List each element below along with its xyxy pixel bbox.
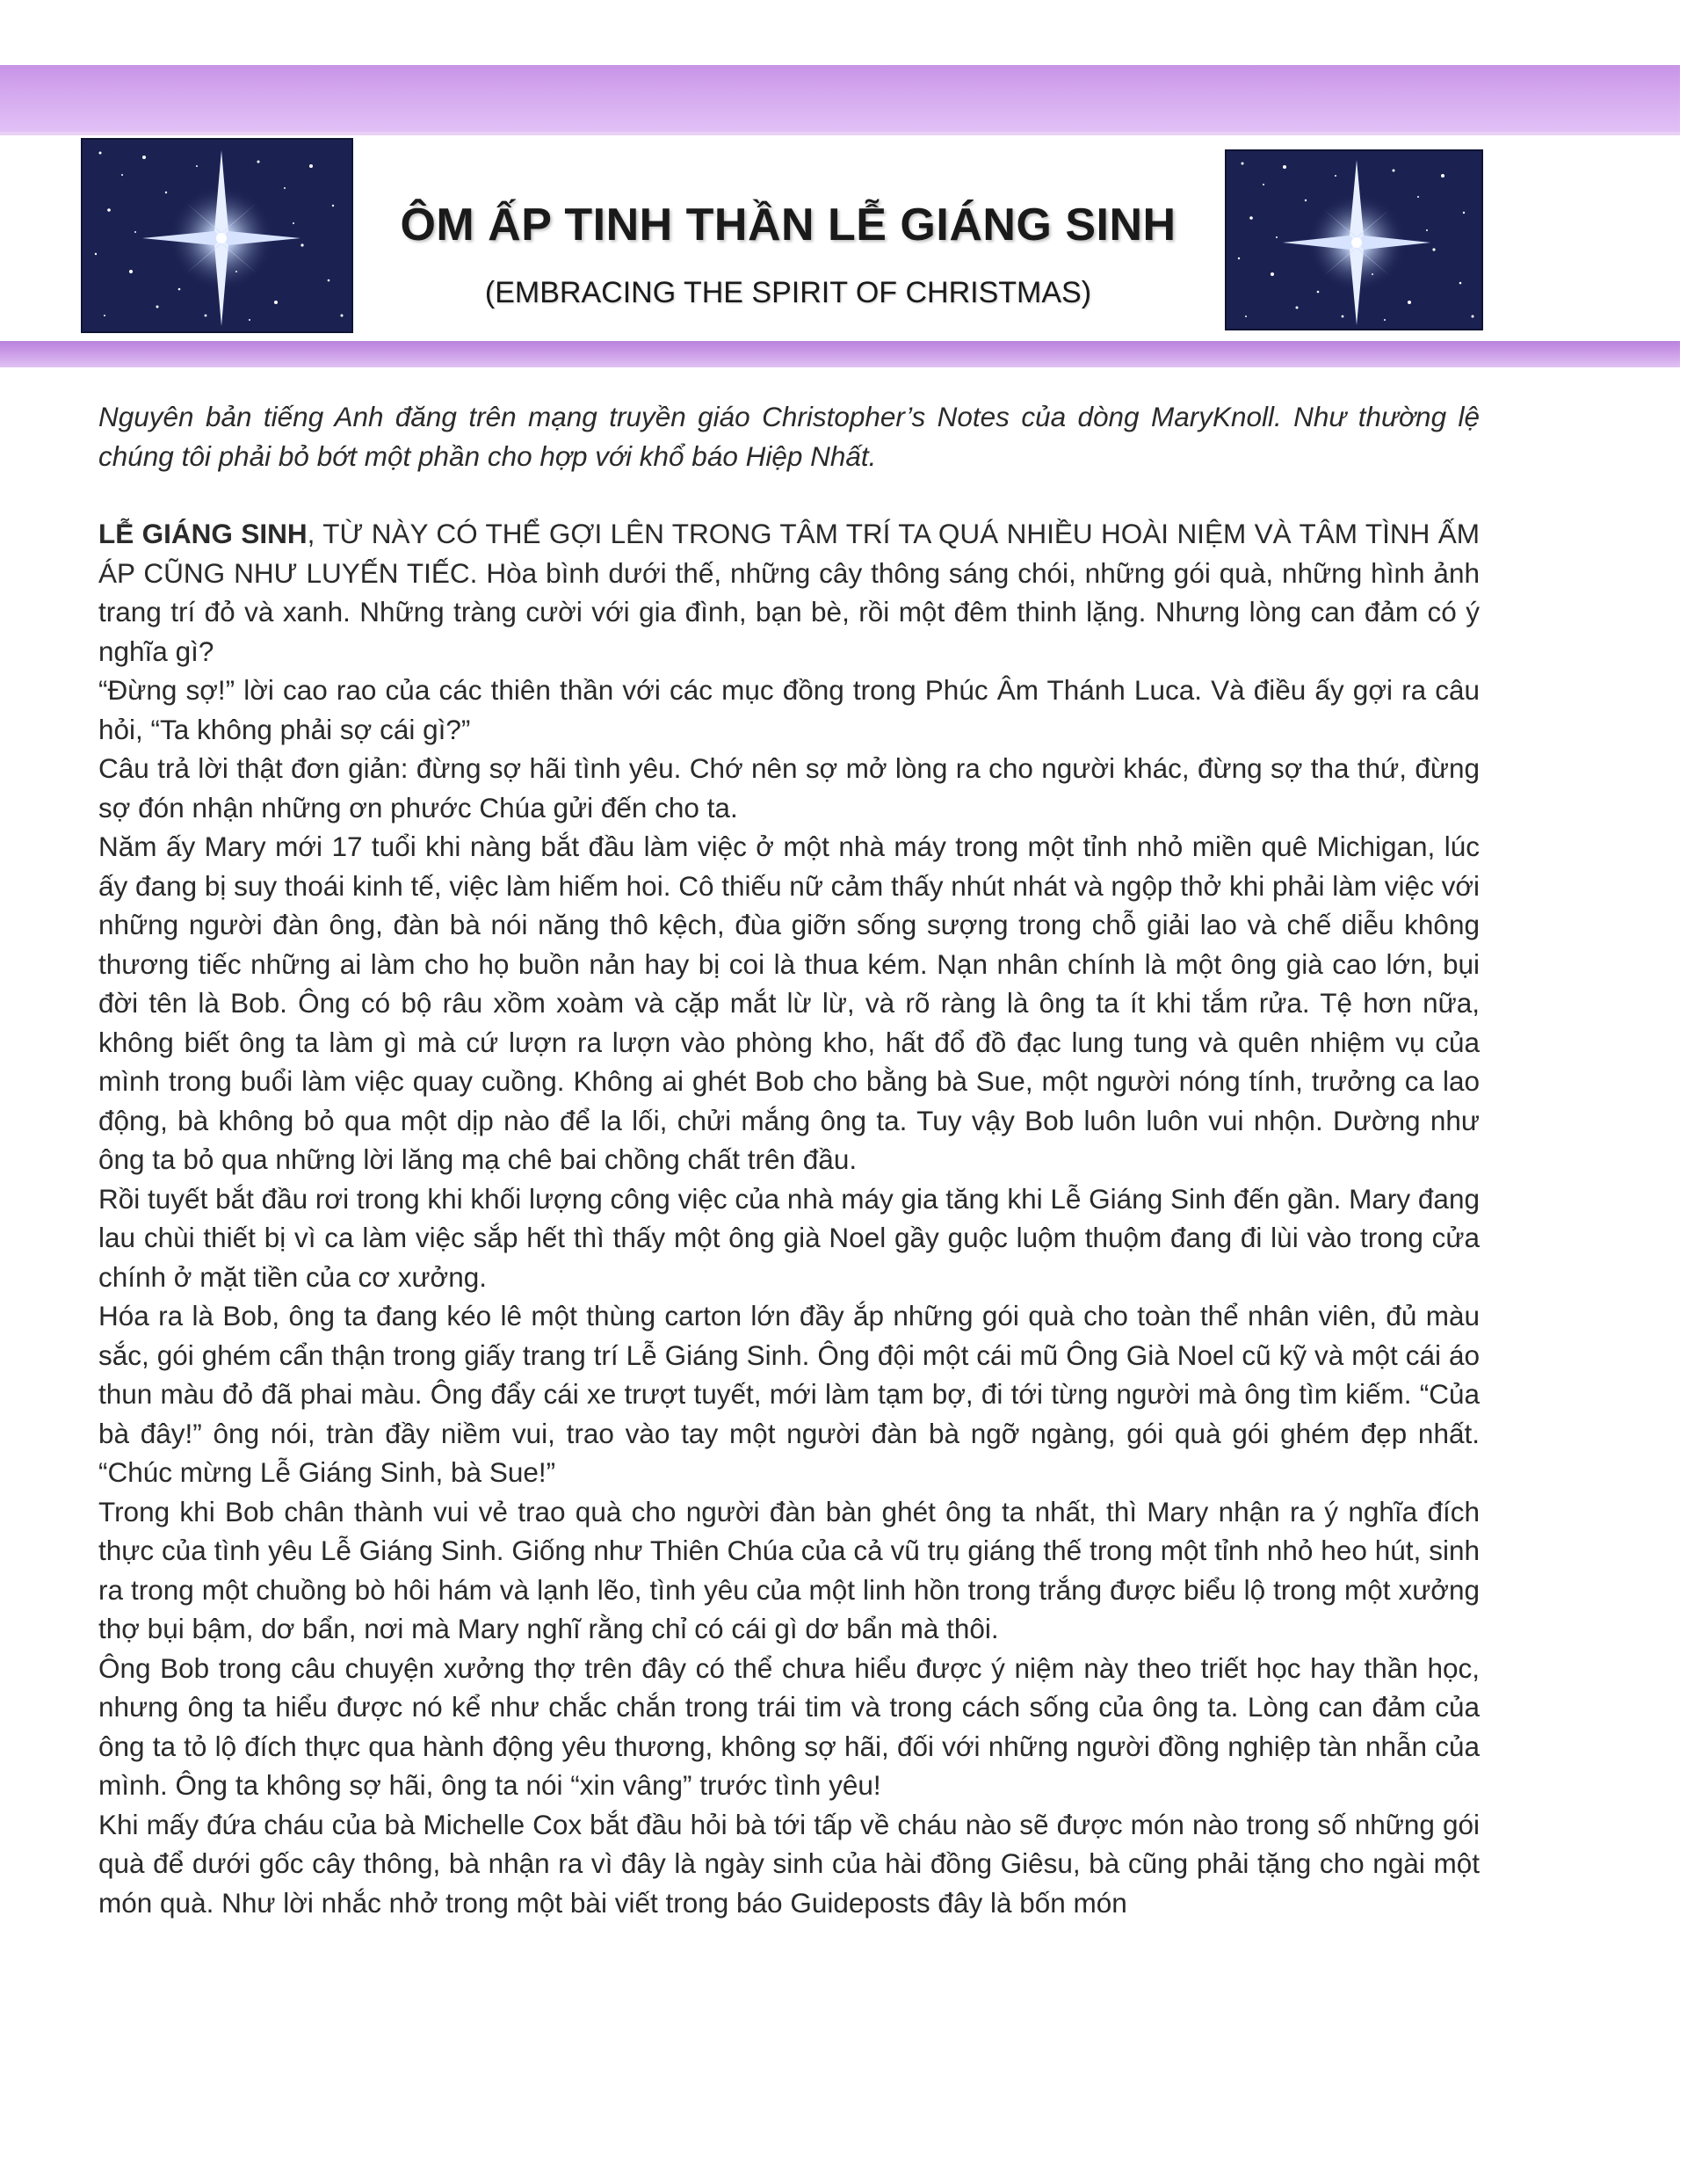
article-lead-bold: LỄ GIÁNG SINH	[98, 518, 308, 549]
article-body	[98, 397, 1480, 1922]
page-subtitle: (EMBRACING THE SPIRIT OF CHRISTMAS)	[484, 276, 1092, 309]
article-intro: Nguyên bản tiếng Anh đăng trên mạng truyền giáo Christopher’s Notes của dòng MaryKnoll. Như thường lệ chúng tôi phải bỏ bớt một phần cho hợp với khổ báo Hiệp Nhất.	[98, 401, 1480, 472]
article-paragraph: Hóa ra là Bob, ông ta đang kéo lê một thùng carton lớn đầy ắp những gói quà cho toàn thể nhân viên, đủ màu sắc, gói ghém cẩn thận trong giấy trang trí Lễ Giáng Sinh. Ông đội một cái mũ Ông Già Noel cũ kỹ và một cái áo thun màu đỏ đã phai màu. Ông đẩy cái xe trượt tuyết, mới làm tạm bợ, đi tới từng người mà ông tìm kiếm. “Của bà đây!” ông nói, tràn đầy niềm vui, trao vào tay một người đàn bà ngỡ ngàng, gói quà gói ghém đẹp nhất. “Chúc mừng Lễ Giáng Sinh, bà Sue!”	[98, 1300, 1480, 1488]
header-top-band-highlight	[0, 132, 1680, 135]
article-paragraph: Trong khi Bob chân thành vui vẻ trao quà cho người đàn bàn ghét ông ta nhất, thì Mary nhận ra ý nghĩa đích thực của tình yêu Lễ Giáng Sinh. Giống như Thiên Chúa của cả vũ trụ giáng thế trong một tỉnh nhỏ heo hút, sinh ra trong một chuồng bò hôi hám và lạnh lẽo, tình yêu của một linh hồn trong trắng được biểu lộ trong một xưởng thợ bụi bậm, dơ bẩn, nơi mà Mary nghĩ rằng chỉ có cái gì dơ bẩn mà thôi.	[98, 1495, 1480, 1644]
article-paragraph: “Đừng sợ!” lời cao rao của các thiên thần với các mục đồng trong Phúc Âm Thánh Luca. Và điều ấy gợi ra câu hỏi, “Ta không phải sợ cái gì?”	[98, 674, 1480, 745]
article-lead-paragraph	[98, 514, 1480, 671]
article-lead-rest: , TỪ NÀY CÓ THỂ GỢI LÊN TRONG TÂM TRÍ TA QUÁ NHIỀU HOÀI NIỆM VÀ TÂM TÌNH ẤM ÁP CŨNG NHƯ LUYẾN TIẾC. Hòa bình dưới thế, những cây thông sáng chói, những gói quà, những hình ảnh trang trí đỏ và xanh. Những tràng cười với gia đình, bạn bè, rồi một đêm thinh lặng. Nhưng lòng can đảm có ý nghĩa gì?	[98, 518, 1480, 667]
christmas-star-icon	[1227, 151, 1481, 329]
christmas-star-image-left	[81, 138, 353, 333]
christmas-star-image-right	[1225, 149, 1483, 330]
article-paragraph: Câu trả lời thật đơn giản: đừng sợ hãi tình yêu. Chớ nên sợ mở lòng ra cho người khác, đừng sợ tha thứ, đừng sợ đón nhận những ơn phước Chúa gửi đến cho ta.	[98, 752, 1480, 824]
header-top-band	[0, 65, 1680, 135]
article-paragraph: Khi mấy đứa cháu của bà Michelle Cox bắt đầu hỏi bà tới tấp về cháu nào sẽ được món nào trong số những gói quà để dưới gốc cây thông, bà nhận ra vì đây là ngày sinh của hài đồng Giêsu, bà cũng phải tặng cho ngài một món quà. Như lời nhắc nhở trong một bài viết trong báo Guideposts đây là bốn món	[98, 1808, 1480, 1919]
page-title: ÔM ẤP TINH THẦN LỄ GIÁNG SINH	[400, 200, 1177, 250]
article-paragraph: Năm ấy Mary mới 17 tuổi khi nàng bắt đầu làm việc ở một nhà máy trong một tỉnh nhỏ miền quê Michigan, lúc ấy đang bị suy thoái kinh tế, việc làm hiếm hoi. Cô thiếu nữ cảm thấy nhút nhát và ngộp thở khi phải làm việc với những người đàn ông, đàn bà nói năng thô kệch, đùa giỡn sống sượng trong chỗ giải lao và chế diễu không thương tiếc những ai làm cho họ buồn nản hay bị coi là thua kém. Nạn nhân chính là một ông già cao lớn, bụi đời tên là Bob. Ông có bộ râu xồm xoàm và cặp mắt lừ lừ, và rõ ràng là ông ta ít khi tắm rửa. Tệ hơn nữa, không biết ông ta làm gì mà cứ lượn ra lượn vào phòng kho, hất đổ đồ đạc lung tung và quên nhiệm vụ của mình trong buổi làm việc quay cuồng. Không ai ghét Bob cho bằng bà Sue, một người nóng tính, trưởng ca lao động, bà không bỏ qua một dịp nào để la lối, chửi mắng ông ta. Tuy vậy Bob luôn luôn vui nhộn. Dường như ông ta bỏ qua những lời lăng mạ chê bai chồng chất trên đầu.	[98, 831, 1480, 1175]
article-paragraph: Ông Bob trong câu chuyện xưởng thợ trên đây có thể chưa hiểu được ý niệm này theo triết học hay thần học, nhưng ông ta hiểu được nó kể như chắc chắn trong trái tim và trong cách sống của ông ta. Lòng can đảm của ông ta tỏ lộ đích thực qua hành động yêu thương, không sợ hãi, đối với những người đồng nghiệp tàn nhẫn của mình. Ông ta không sợ hãi, ông ta nói “xin vâng” trước tình yêu!	[98, 1651, 1480, 1801]
article-paragraph: Rồi tuyết bắt đầu rơi trong khi khối lượng công việc của nhà máy gia tăng khi Lễ Giáng Sinh đến gần. Mary đang lau chùi thiết bị vì ca làm việc sắp hết thì thấy một ông già Noel gầy guộc luộm thuộm đang đi lùi vào trong cửa chính ở mặt tiền của cơ xưởng.	[98, 1182, 1480, 1293]
header-bottom-band	[0, 341, 1680, 367]
christmas-star-icon	[83, 140, 351, 331]
